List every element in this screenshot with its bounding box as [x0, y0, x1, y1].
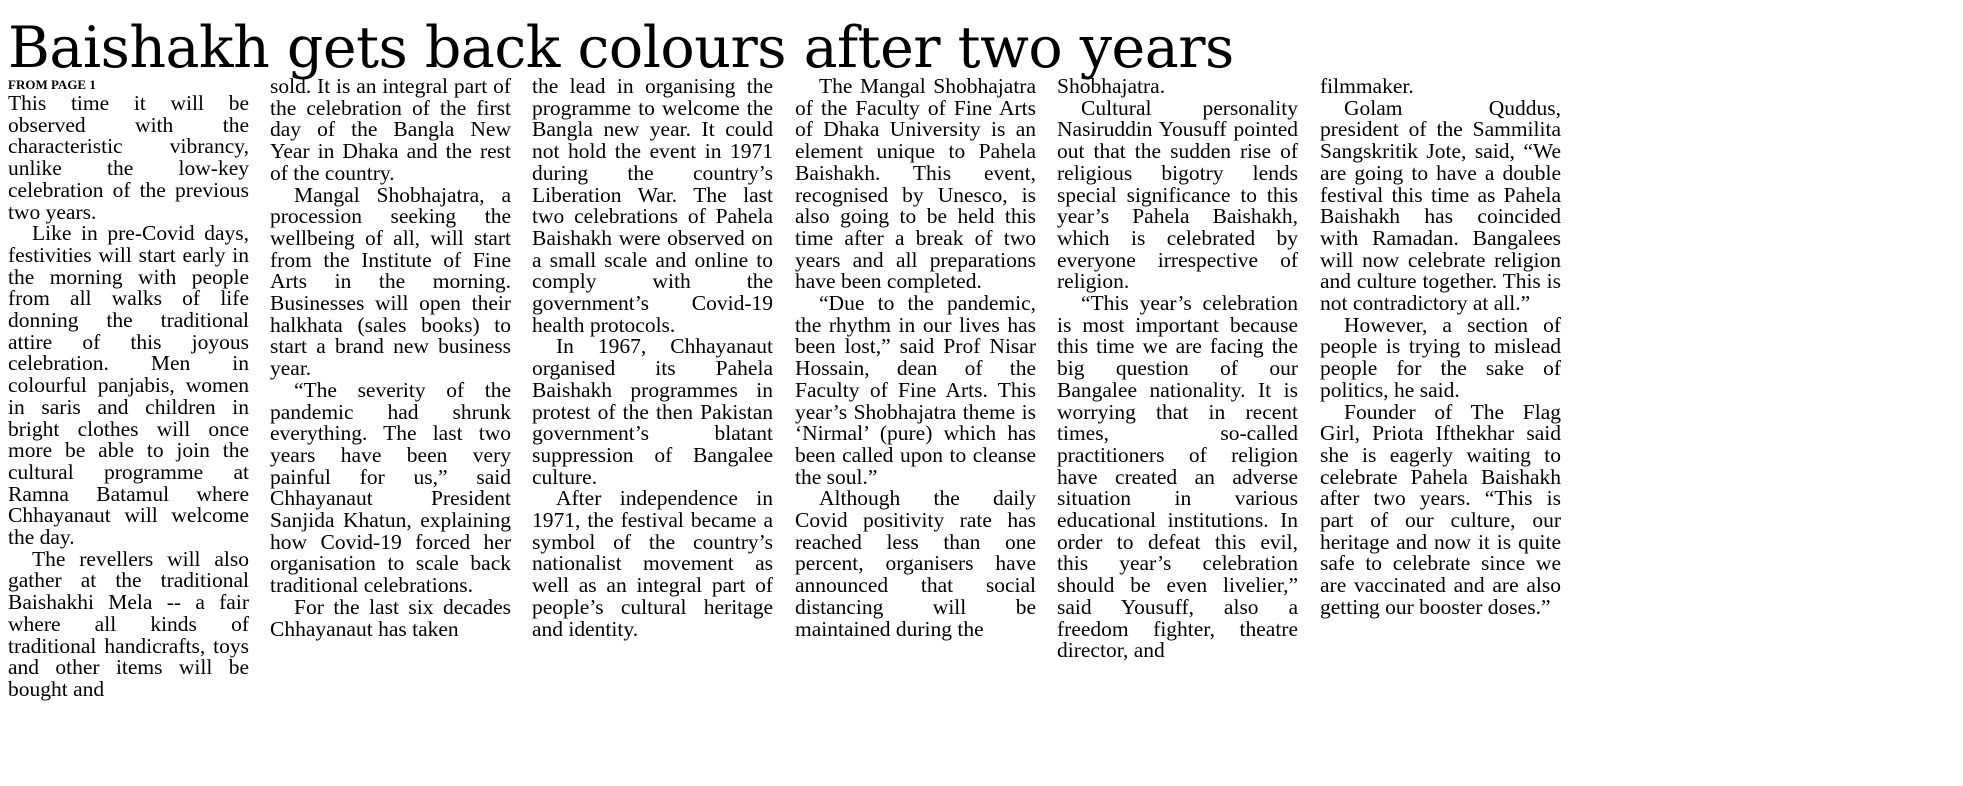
article-column-1	[8, 76, 249, 701]
paragraph: “This year’s celebration is most important because this time we are facing the big question of our Bangalee nationality. It is worrying that in recent times, so-called practitioners of religion have created an adverse situation in various educational institutions. In order to defeat this evil, this year’s celebration should be even livelier,” said Yousuff, also a freedom fighter, theatre director, and	[1057, 291, 1298, 663]
paragraph: The revellers will also gather at the traditional Baishakhi Mela -- a fair where all kinds of traditional handicrafts, toys and other items will be bought and	[8, 546, 249, 701]
paragraph: This time it will be observed with the characteristic vibrancy, unlike the low-key celebration of the previous two years.	[8, 91, 249, 224]
paragraph: “Due to the pandemic, the rhythm in our lives has been lost,” said Prof Nisar Hossain, dean of the Faculty of Fine Arts. This year’s Shobhajatra theme is ‘Nirmal’ (pure) which has been called upon to cleanse the soul.”	[795, 291, 1036, 489]
paragraph: Cultural personality Nasiruddin Yousuff pointed out that the sudden rise of religious bigotry lends special significance to this year’s Pahela Baishakh, which is celebrated by everyone irrespective of religion.	[1057, 95, 1298, 294]
article-column-4	[795, 76, 1036, 640]
paragraph: For the last six decades Chhayanaut has taken	[270, 594, 511, 641]
paragraph: sold. It is an integral part of the celebration of the first day of the Bangla New Year in Dhaka and the rest of the country.	[270, 74, 511, 185]
paragraph: filmmaker.	[1320, 74, 1414, 98]
continuation-kicker: FROM PAGE 1	[8, 77, 96, 92]
article-column-5	[1057, 76, 1298, 662]
article-column-2	[270, 76, 511, 640]
paragraph: “The severity of the pandemic had shrunk everything. The last two years have been very painful for us,” said Chhayanaut President Sanjida Khatun, explaining how Covid-19 forced her organisation to scale back traditional celebrations.	[270, 377, 511, 598]
paragraph: Founder of The Flag Girl, Priota Ifthekhar said she is eagerly waiting to celebrate Pahela Baishakh after two years. “This is part of our culture, our heritage and now it is quite safe to celebrate since we are vaccinated and are also getting our booster doses.”	[1320, 399, 1561, 619]
paragraph: Like in pre-Covid days, festivities will start early in the morning with people from all walks of life donning the traditional attire of this joyous celebration. Men in colourful panjabis, women in saris and children in bright clothes will once more be able to join the cultural programme at Ramna Batamul where Chhayanaut will welcome the day.	[8, 221, 249, 550]
paragraph: However, a section of people is trying to mislead people for the sake of politics, he said.	[1320, 312, 1561, 402]
paragraph: Golam Quddus, president of the Sammilita Sangskritik Jote, said, “We are going to have a double festival this time as Pahela Baishakh has coincided with Ramadan. Bangalees will now celebrate religion and culture together. This is not contradictory at all.”	[1320, 95, 1561, 316]
paragraph: Mangal Shobhajatra, a procession seeking the wellbeing of all, will start from the Institute of Fine Arts in the morning. Businesses will open their halkhata (sales books) to start a brand new business year.	[270, 182, 511, 381]
paragraph: In 1967, Chhayanaut organised its Pahela Baishakh programmes in protest of the then Pakistan government’s blatant suppression of Bangalee culture.	[532, 334, 773, 489]
paragraph: After independence in 1971, the festival became a symbol of the country’s nationalist movement as well as an integral part of people’s cultural heritage and identity.	[532, 486, 773, 641]
paragraph: Although the daily Covid positivity rate has reached less than one percent, organisers have announced that social distancing will be maintained during the	[795, 486, 1036, 641]
paragraph: Shobhajatra.	[1057, 74, 1166, 98]
paragraph: the lead in organising the programme to welcome the Bangla new year. It could not hold the event in 1971 during the country’s Liberation War. The last two celebrations of Pahela Baishakh were observed on a small scale and online to comply with the government’s Covid-19 health protocols.	[532, 74, 773, 337]
article-column-6	[1320, 76, 1561, 619]
article-column-3	[532, 76, 773, 640]
headline: Baishakh gets back colours after two years	[8, 15, 1234, 81]
paragraph: The Mangal Shobhajatra of the Faculty of Fine Arts of Dhaka University is an element unique to Pahela Baishakh. This event, recognised by Unesco, is also going to be held this time after a break of two years and all preparations have been completed.	[795, 74, 1036, 294]
